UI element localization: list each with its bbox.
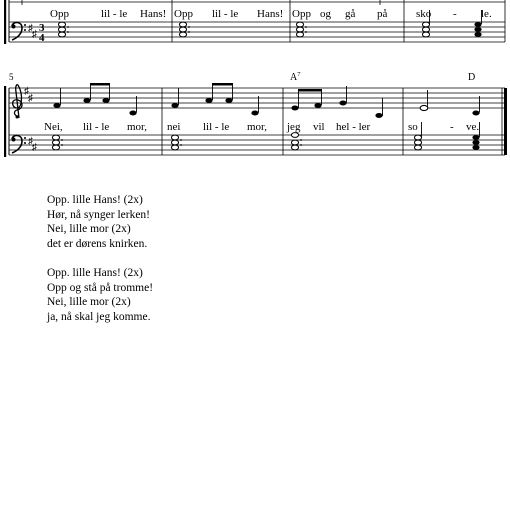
measure-number: 5 xyxy=(9,72,14,82)
verse-line: det er dørens knirken. xyxy=(47,237,148,250)
chord-dotted-half xyxy=(52,135,62,150)
note xyxy=(102,98,109,103)
note xyxy=(83,98,90,103)
lyric: på xyxy=(377,8,388,20)
verse-stanza xyxy=(47,266,153,324)
lyric: le. xyxy=(481,8,492,20)
final-barline-thick xyxy=(504,88,507,155)
verse-line: Opp og stå på tromme! xyxy=(47,281,154,294)
time-signature-top: 3 xyxy=(39,22,45,34)
lyric: lil - le xyxy=(203,121,230,133)
note xyxy=(129,111,136,116)
chord-dotted-half xyxy=(179,22,190,37)
system-bracket xyxy=(4,86,6,157)
chord-dotted-half xyxy=(58,22,69,37)
lyric: - xyxy=(453,8,457,20)
system-1 xyxy=(4,0,505,44)
beam xyxy=(90,83,110,86)
note xyxy=(420,105,428,110)
note xyxy=(339,101,346,106)
lyrics-system-2 xyxy=(44,121,479,133)
lyric: hel - ler xyxy=(336,121,371,133)
verse-line: ja, nå skal jeg komme. xyxy=(47,310,151,323)
beam xyxy=(212,83,233,86)
lyric: - xyxy=(450,121,454,133)
additional-verses xyxy=(47,193,153,339)
chord-symbol: D xyxy=(468,72,476,83)
sharp-icon: ♯ xyxy=(32,29,37,40)
lyric: Nei, xyxy=(44,121,63,133)
system-2 xyxy=(4,71,507,157)
sharp-icon: ♯ xyxy=(32,142,37,153)
beam xyxy=(298,89,322,92)
note xyxy=(472,111,479,116)
lyric: sko xyxy=(416,8,432,20)
lyric: Opp xyxy=(292,8,311,20)
verse-stanza xyxy=(47,193,153,251)
lyric: Hans! xyxy=(257,8,284,20)
chord-dotted-half xyxy=(171,135,182,150)
bass-staff xyxy=(9,135,505,155)
lyric: ve. xyxy=(466,121,480,133)
lyric: mor, xyxy=(127,121,148,133)
verse-line: Nei, lille mor (2x) xyxy=(47,223,131,236)
lyric: so xyxy=(408,121,418,133)
bass-staff xyxy=(9,22,505,42)
note xyxy=(314,103,321,108)
lyric: nei xyxy=(167,121,181,133)
lyric: mor, xyxy=(247,121,268,133)
lyric: lil - le xyxy=(83,121,110,133)
verse-line: Nei, lille mor (2x) xyxy=(47,296,131,309)
note xyxy=(53,103,60,108)
sharp-icon: ♯ xyxy=(24,86,29,97)
system-bracket xyxy=(4,0,6,44)
barlines xyxy=(172,0,505,42)
sharp-icon: ♯ xyxy=(28,136,33,147)
lyric: jeg xyxy=(287,121,301,133)
lyric: vil xyxy=(313,121,325,133)
lyric: Opp xyxy=(174,8,193,20)
chord-symbol: $A^7$ xyxy=(290,71,301,83)
lyrics-system-1 xyxy=(50,8,492,20)
lyric: gå xyxy=(345,8,356,20)
treble-staff xyxy=(9,88,505,108)
note xyxy=(291,106,298,111)
time-signature-bottom: 4 xyxy=(39,32,45,44)
lyric: lil - le xyxy=(101,8,128,20)
lyric: Opp xyxy=(50,8,69,20)
chord-dotted-half xyxy=(296,22,307,37)
verse-line: Hør, nå synger lerken! xyxy=(47,208,151,221)
note xyxy=(171,103,178,108)
lyric: lil - le xyxy=(212,8,239,20)
sharp-icon: ♯ xyxy=(28,23,33,34)
treble-clef-icon xyxy=(13,85,22,119)
note-stems-cropped xyxy=(22,0,380,5)
note xyxy=(225,98,232,103)
lyric: Hans! xyxy=(140,8,167,20)
note xyxy=(251,111,258,116)
note xyxy=(205,98,212,103)
lyric: og xyxy=(320,8,331,20)
verse-line: Opp. lille Hans! (2x) xyxy=(47,266,143,279)
verse-line: Opp. lille Hans! (2x) xyxy=(47,194,143,206)
sharp-icon: ♯ xyxy=(28,93,33,104)
